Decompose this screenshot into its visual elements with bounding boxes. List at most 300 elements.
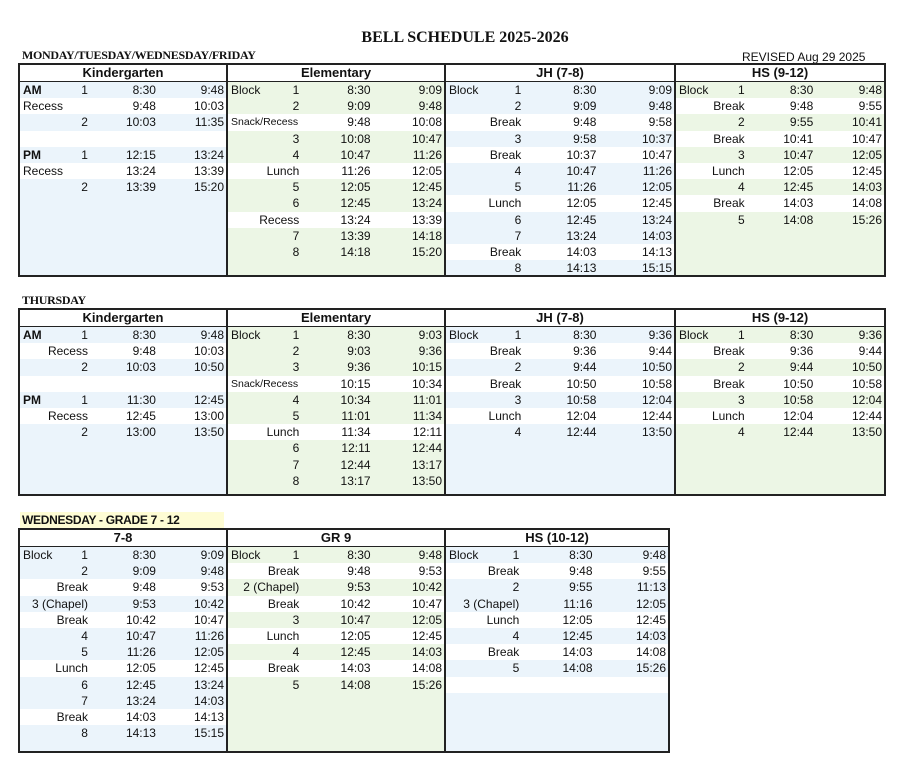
schedule-row [20,343,226,359]
start-time: 12:44 [783,425,814,440]
schedule-row [20,376,226,392]
start-time: 9:55 [569,580,593,595]
end-time: 9:44 [858,344,882,359]
end-time: 13:50 [411,473,442,488]
period-name: Break [713,344,745,359]
column-header: Elementary [228,310,444,327]
schedule-row [446,376,674,392]
period-name: Lunch [711,163,745,178]
schedule-row [228,327,444,343]
end-time: 12:11 [412,425,442,440]
column-jh-7-8- [446,65,676,275]
end-time: 12:05 [411,612,442,627]
start-time: 11:34 [341,425,371,440]
end-time: 13:17 [411,457,442,472]
schedule-row [20,408,226,424]
schedule-row [228,408,444,424]
schedule-row [20,131,226,147]
schedule-row [228,457,444,473]
start-time: 10:03 [125,115,156,130]
period-name: Break [489,115,522,130]
start-time: 10:47 [340,612,371,627]
start-time: 12:04 [783,408,814,423]
end-time: 9:48 [642,548,666,562]
schedule-row [20,563,226,579]
start-time: 10:47 [783,147,814,162]
schedule-row [228,147,444,163]
period-name: Lunch [486,612,520,627]
period-name: 4 [514,163,522,178]
period-name: Break [56,580,88,595]
start-time: 8:30 [573,83,597,97]
start-time: 13:24 [125,163,156,178]
end-time: 9:55 [642,564,666,579]
end-time: 13:39 [193,163,224,178]
schedule-row [20,612,226,628]
schedule-row [228,440,444,456]
schedule-row [20,596,226,612]
end-time: 14:13 [641,244,672,259]
schedule-row [676,163,884,179]
period-label: Block [679,83,709,97]
period-name: Lunch [488,408,522,423]
end-time: 10:03 [193,344,224,359]
end-time: 12:45 [193,661,224,676]
period-name: 1 [81,392,88,407]
end-time: 9:03 [418,328,442,342]
period-name: Lunch [266,425,300,440]
period-name: 4 [292,645,300,660]
period-label: Block [449,548,479,562]
start-time: 10:15 [340,376,371,391]
start-time: 12:45 [340,645,371,660]
period-label: Recess [23,163,64,178]
end-time: 10:47 [411,131,442,146]
schedule-row [446,147,674,163]
schedule-row [228,660,444,676]
schedule-row [20,179,226,195]
end-time: 9:53 [200,580,224,595]
period-name: 6 [514,212,522,227]
end-time: 10:15 [411,360,442,375]
period-name: Break [56,612,88,627]
schedule-row [676,179,884,195]
end-time: 10:47 [193,612,224,627]
start-time: 8:30 [789,83,814,97]
schedule-row [446,424,674,440]
end-time: 14:03 [641,228,672,243]
period-name: 3 [514,131,522,146]
schedule-row [676,327,884,343]
period-label: PM [23,147,41,162]
end-time: 11:35 [194,115,224,130]
column-header: JH (7-8) [446,310,674,327]
period-name: 2 [292,99,300,114]
period-name: 5 [737,212,745,227]
start-time: 9:44 [573,360,597,375]
schedule-row [228,392,444,408]
period-name: 2 [292,344,300,359]
period-name: Lunch [55,661,88,676]
period-name: 1 [81,83,88,97]
schedule-row [20,644,226,660]
start-time: 13:24 [566,228,597,243]
period-name: 4 [737,180,745,195]
period-label: Block [231,328,261,342]
period-name: Recess [47,344,88,359]
period-name: Lunch [488,196,522,211]
end-time: 9:53 [418,564,442,579]
end-time: 10:50 [193,360,224,375]
schedule-row [446,563,668,579]
end-time: 11:26 [194,628,224,643]
start-time: 9:48 [573,115,597,130]
end-time: 12:45 [641,196,672,211]
end-time: 9:36 [858,328,882,342]
start-time: 10:47 [566,163,597,178]
end-time: 10:37 [641,131,672,146]
column-header: JH (7-8) [446,65,674,82]
start-time: 10:50 [783,376,814,391]
end-time: 12:44 [641,408,672,423]
schedule-row [20,424,226,440]
period-name: 4 [737,425,745,440]
schedule-row [228,98,444,114]
period-name: Break [487,645,520,660]
schedule-row [446,547,668,563]
schedule-row [446,343,674,359]
column-header: Kindergarten [20,310,226,327]
end-time: 10:50 [851,360,882,375]
end-time: 9:48 [418,99,442,114]
period-label: Recess [23,99,64,114]
section-label-mtwf: MONDAY/TUESDAY/WEDNESDAY/FRIDAY [22,48,256,62]
period-name: 2 [81,180,88,195]
start-time: 10:03 [125,360,156,375]
end-time: 10:58 [641,376,672,391]
schedule-row [228,612,444,628]
period-name: 1 [81,147,88,162]
start-time: 9:55 [789,115,814,130]
start-time: 12:45 [125,408,156,423]
start-time: 8:30 [347,83,371,97]
end-time: 14:03 [851,180,882,195]
start-time: 12:05 [340,628,371,643]
period-label: Block [231,83,261,97]
start-time: 10:47 [340,147,371,162]
start-time: 14:03 [566,244,597,259]
schedule-row [446,359,674,375]
end-time: 11:13 [636,580,666,595]
page-title: BELL SCHEDULE 2025-2026 [361,29,569,46]
schedule-row [446,195,674,211]
period-name: 5 [292,677,300,692]
end-time: 14:03 [411,645,442,660]
end-time: 13:24 [411,196,442,211]
start-time: 10:58 [566,392,597,407]
schedule-row [20,82,226,98]
start-time: 11:26 [341,163,371,178]
schedule-row [446,677,668,693]
start-time: 12:45 [562,628,593,643]
start-time: 8:30 [132,548,156,562]
start-time: 9:48 [789,99,814,114]
revised-date: REVISED Aug 29 2025 [742,50,866,64]
schedule-row [228,131,444,147]
period-name: 2 [514,99,522,114]
end-time: 9:58 [648,115,672,130]
period-label: Block [231,548,261,562]
start-time: 8:30 [789,328,814,342]
end-time: 14:03 [635,628,666,643]
period-name: Lunch [711,408,745,423]
start-time: 9:03 [347,344,371,359]
schedule-row [228,376,444,392]
schedule-row [20,709,226,725]
period-name: 8 [81,726,88,741]
period-name: Break [489,147,522,162]
schedule-row [228,244,444,260]
schedule-row [446,327,674,343]
period-name: 2 [737,360,745,375]
period-name: 1 [514,328,522,342]
end-time: 9:48 [858,83,882,97]
period-name: Break [713,131,745,146]
period-name: 2 [514,360,522,375]
period-label: Snack/Recess [231,116,299,129]
start-time: 10:34 [340,392,371,407]
schedule-row [446,179,674,195]
schedule-row [446,408,674,424]
start-time: 8:30 [569,548,593,562]
schedule-row [228,359,444,375]
start-time: 10:08 [340,131,371,146]
period-name: 4 [514,425,522,440]
column-header: Kindergarten [20,65,226,82]
start-time: 12:45 [340,196,371,211]
schedule-row [228,677,444,693]
start-time: 14:08 [340,677,371,692]
end-time: 13:24 [193,147,224,162]
start-time: 9:53 [132,596,156,611]
start-time: 14:03 [340,661,371,676]
period-name: 3 [292,360,300,375]
period-name: 5 [81,645,88,660]
end-time: 12:05 [851,147,882,162]
schedule-row [676,131,884,147]
start-time: 12:05 [125,661,156,676]
start-time: 10:37 [566,147,597,162]
start-time: 9:36 [347,360,371,375]
period-name: Recess [47,408,88,423]
section-label-wednesday: WEDNESDAY - GRADE 7 - 12 [20,512,224,528]
end-time: 13:24 [641,212,672,227]
period-name: 1 [292,548,300,562]
end-time: 10:03 [193,99,224,114]
period-name: Break [489,344,522,359]
end-time: 12:05 [641,180,672,195]
end-time: 12:45 [411,628,442,643]
end-time: 9:48 [648,99,672,114]
period-name: 5 [292,180,300,195]
column-header: GR 9 [228,530,444,547]
schedule-row [676,392,884,408]
period-name: 1 [514,83,522,97]
period-name: Break [267,661,300,676]
period-name: 6 [81,677,88,692]
start-time: 14:08 [562,661,593,676]
schedule-row [446,114,674,130]
schedule-row [228,473,444,489]
schedule-row [20,547,226,563]
period-name: Break [487,564,520,579]
start-time: 12:05 [783,163,814,178]
schedule-row [20,628,226,644]
end-time: 12:44 [851,408,882,423]
start-time: 9:36 [789,344,814,359]
end-time: 14:08 [635,645,666,660]
schedule-row [676,195,884,211]
start-time: 8:30 [573,328,597,342]
start-time: 13:17 [340,473,371,488]
start-time: 9:09 [132,564,156,579]
start-time: 12:11 [341,441,371,456]
period-name: 1 [81,548,88,562]
start-time: 13:39 [340,228,371,243]
start-time: 9:09 [347,99,371,114]
start-time: 9:58 [573,131,597,146]
period-name: 2 [81,564,88,579]
period-name: 1 [737,328,745,342]
start-time: 10:42 [340,596,371,611]
start-time: 11:30 [126,392,156,407]
end-time: 9:55 [858,99,882,114]
end-time: 9:09 [648,83,672,97]
schedule-row [20,693,226,709]
end-time: 15:15 [193,726,224,741]
period-name: 2 [512,580,520,595]
column-elementary [228,65,446,275]
period-name: Break [713,376,745,391]
start-time: 12:45 [566,212,597,227]
period-name: Break [489,244,522,259]
end-time: 9:48 [200,328,224,342]
start-time: 9:53 [347,580,371,595]
period-name: 8 [292,244,300,259]
end-time: 10:41 [851,115,882,130]
end-time: 15:26 [851,212,882,227]
start-time: 12:44 [566,425,597,440]
period-name: 2 [81,425,88,440]
start-time: 9:48 [132,580,156,595]
end-time: 12:05 [635,596,666,611]
schedule-row [446,228,674,244]
start-time: 9:48 [347,115,371,130]
end-time: 10:47 [851,131,882,146]
period-name: 2 [737,115,745,130]
period-name: 7 [292,457,300,472]
period-name: 1 [737,83,745,97]
start-time: 12:05 [340,180,371,195]
end-time: 13:00 [193,408,224,423]
period-name: 5 [292,408,300,423]
schedule-row [446,644,668,660]
start-time: 9:44 [789,360,814,375]
schedule-row [446,131,674,147]
end-time: 12:04 [851,392,882,407]
period-name: 2 [81,360,88,375]
period-name: 8 [514,261,522,276]
end-time: 14:13 [193,709,224,724]
end-time: 12:05 [411,163,442,178]
period-name: Lunch [266,628,300,643]
schedule-row [20,660,226,676]
schedule-row [228,228,444,244]
period-name: 1 [81,328,88,342]
start-time: 9:36 [573,344,597,359]
end-time: 10:42 [193,596,224,611]
start-time: 12:05 [562,612,593,627]
schedule-row [446,82,674,98]
schedule-row [228,195,444,211]
period-label: Block [679,328,709,342]
end-time: 15:26 [411,677,442,692]
start-time: 14:13 [566,261,597,276]
schedule-table-mtwf [18,63,886,277]
end-time: 11:34 [412,408,442,423]
end-time: 10:42 [411,580,442,595]
start-time: 11:01 [341,408,371,423]
end-time: 13:50 [641,425,672,440]
end-time: 9:36 [418,344,442,359]
start-time: 10:41 [783,131,814,146]
period-label: PM [23,392,41,407]
end-time: 12:45 [635,612,666,627]
schedule-row [676,98,884,114]
column-7-8 [20,530,228,751]
schedule-table-wednesday [18,528,670,753]
end-time: 13:50 [193,425,224,440]
end-time: 12:45 [411,180,442,195]
section-label-thursday: THURSDAY [22,293,86,307]
schedule-row [446,98,674,114]
schedule-row [20,114,226,130]
start-time: 8:30 [347,548,371,562]
end-time: 10:47 [411,596,442,611]
end-time: 9:48 [200,83,224,97]
period-name: 1 [292,83,300,97]
schedule-row [228,424,444,440]
period-name: 4 [81,628,88,643]
start-time: 12:05 [566,196,597,211]
schedule-row [20,677,226,693]
end-time: 12:05 [193,645,224,660]
schedule-row [228,163,444,179]
start-time: 13:39 [125,180,156,195]
schedule-row [20,98,226,114]
schedule-row [676,114,884,130]
period-name: Break [489,376,522,391]
end-time: 12:44 [411,441,442,456]
period-name: 4 [292,147,300,162]
schedule-row [676,376,884,392]
period-name: 7 [514,228,522,243]
start-time: 8:30 [132,328,156,342]
period-name: 3 (Chapel) [463,596,520,611]
start-time: 14:03 [125,709,156,724]
start-time: 10:50 [566,376,597,391]
period-name: 1 [292,328,300,342]
